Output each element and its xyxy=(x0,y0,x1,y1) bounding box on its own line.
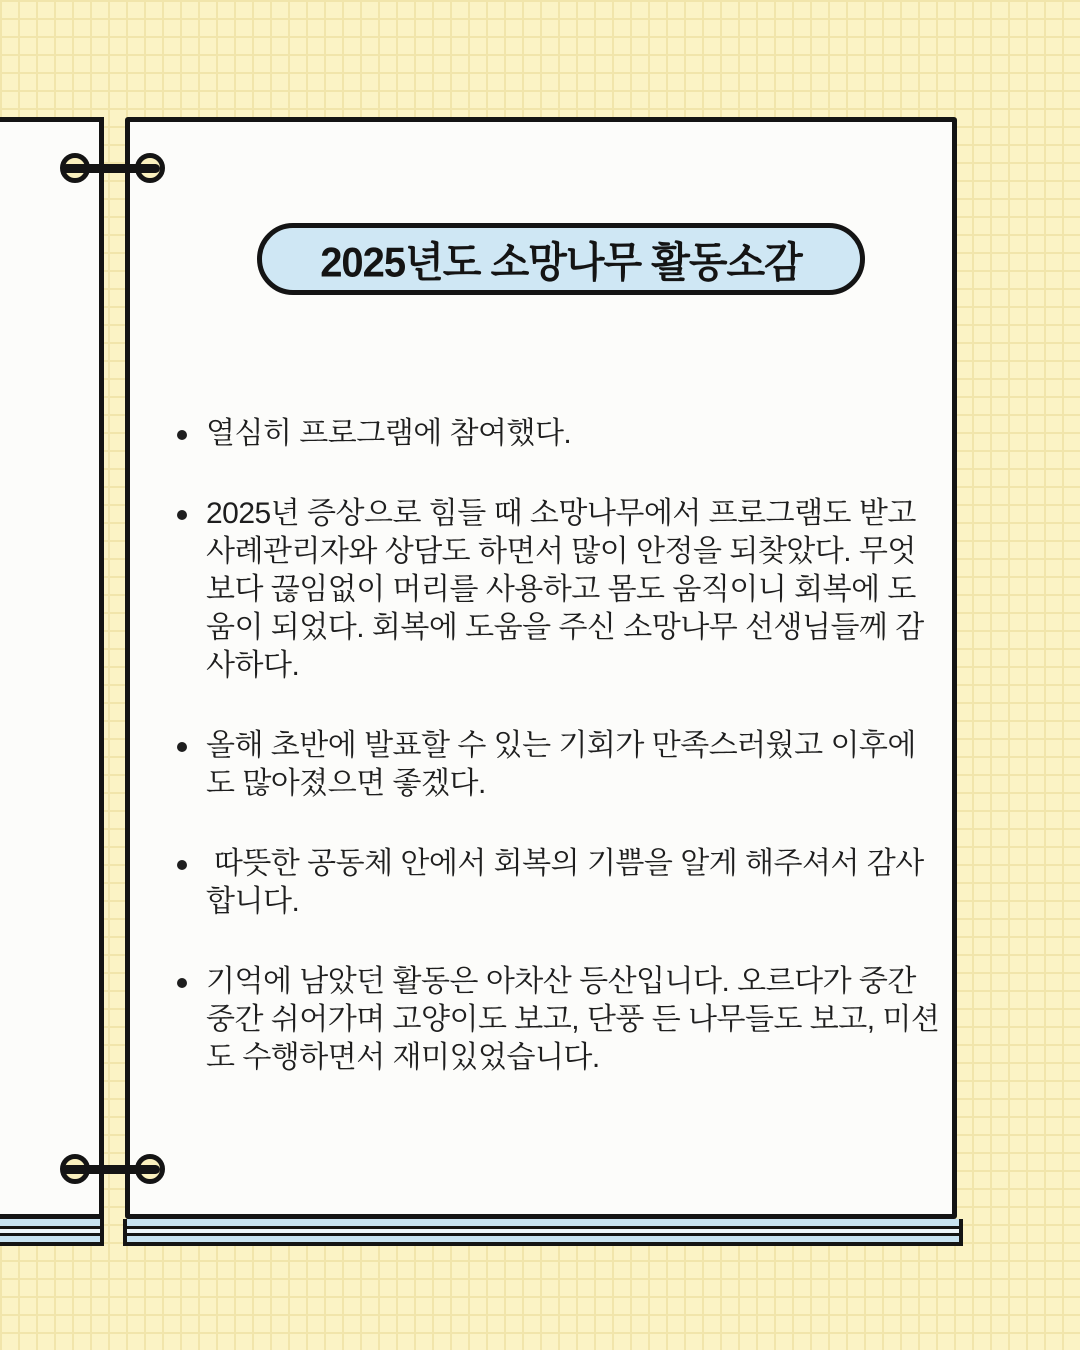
reflection-item xyxy=(172,415,962,453)
reflection-item xyxy=(172,845,962,921)
reflection-item xyxy=(172,963,962,1077)
left-page-stack xyxy=(0,1219,104,1246)
ring-bar-icon xyxy=(62,1165,160,1174)
left-page xyxy=(0,117,104,1219)
ring-bar-icon xyxy=(62,164,160,173)
reflection-text: 따뜻한 공동체 안에서 회복의 기쁨을 알게 해주셔서 감사합니다. xyxy=(206,847,924,918)
bullet-dot-icon xyxy=(177,860,187,870)
reflection-text: 2025년 증상으로 힘들 때 소망나무에서 프로그램도 받고 사례관리자와 상담도 하면서 많이 안정을 되찾았다. 무엇보다 끊임없이 머리를 사용하고 몸도 움직이니 회복에 도움이 되었다. 회복에 도움을 주신 소망나무 선생님들께 감사하다. xyxy=(206,497,924,682)
title-badge xyxy=(257,223,865,295)
reflection-list xyxy=(172,415,962,1119)
page-stack-edge xyxy=(123,1219,963,1246)
page-title: 2025년도 소망나무 활동소감 xyxy=(320,239,802,286)
notebook-page xyxy=(125,117,957,1219)
reflection-item xyxy=(172,727,962,803)
reflection-text: 기억에 남았던 활동은 아차산 등산입니다. 오르다가 중간중간 쉬어가며 고양이도 보고, 단풍 든 나무들도 보고, 미션도 수행하면서 재미있었습니다. xyxy=(206,965,940,1074)
reflection-item xyxy=(172,495,962,685)
bullet-dot-icon xyxy=(177,742,187,752)
bullet-dot-icon xyxy=(177,430,187,440)
bullet-dot-icon xyxy=(177,978,187,988)
bullet-dot-icon xyxy=(177,510,187,520)
reflection-text: 열심히 프로그램에 참여했다. xyxy=(206,417,572,450)
reflection-text: 올해 초반에 발표할 수 있는 기회가 만족스러웠고 이후에도 많아졌으면 좋겠다. xyxy=(206,729,916,800)
